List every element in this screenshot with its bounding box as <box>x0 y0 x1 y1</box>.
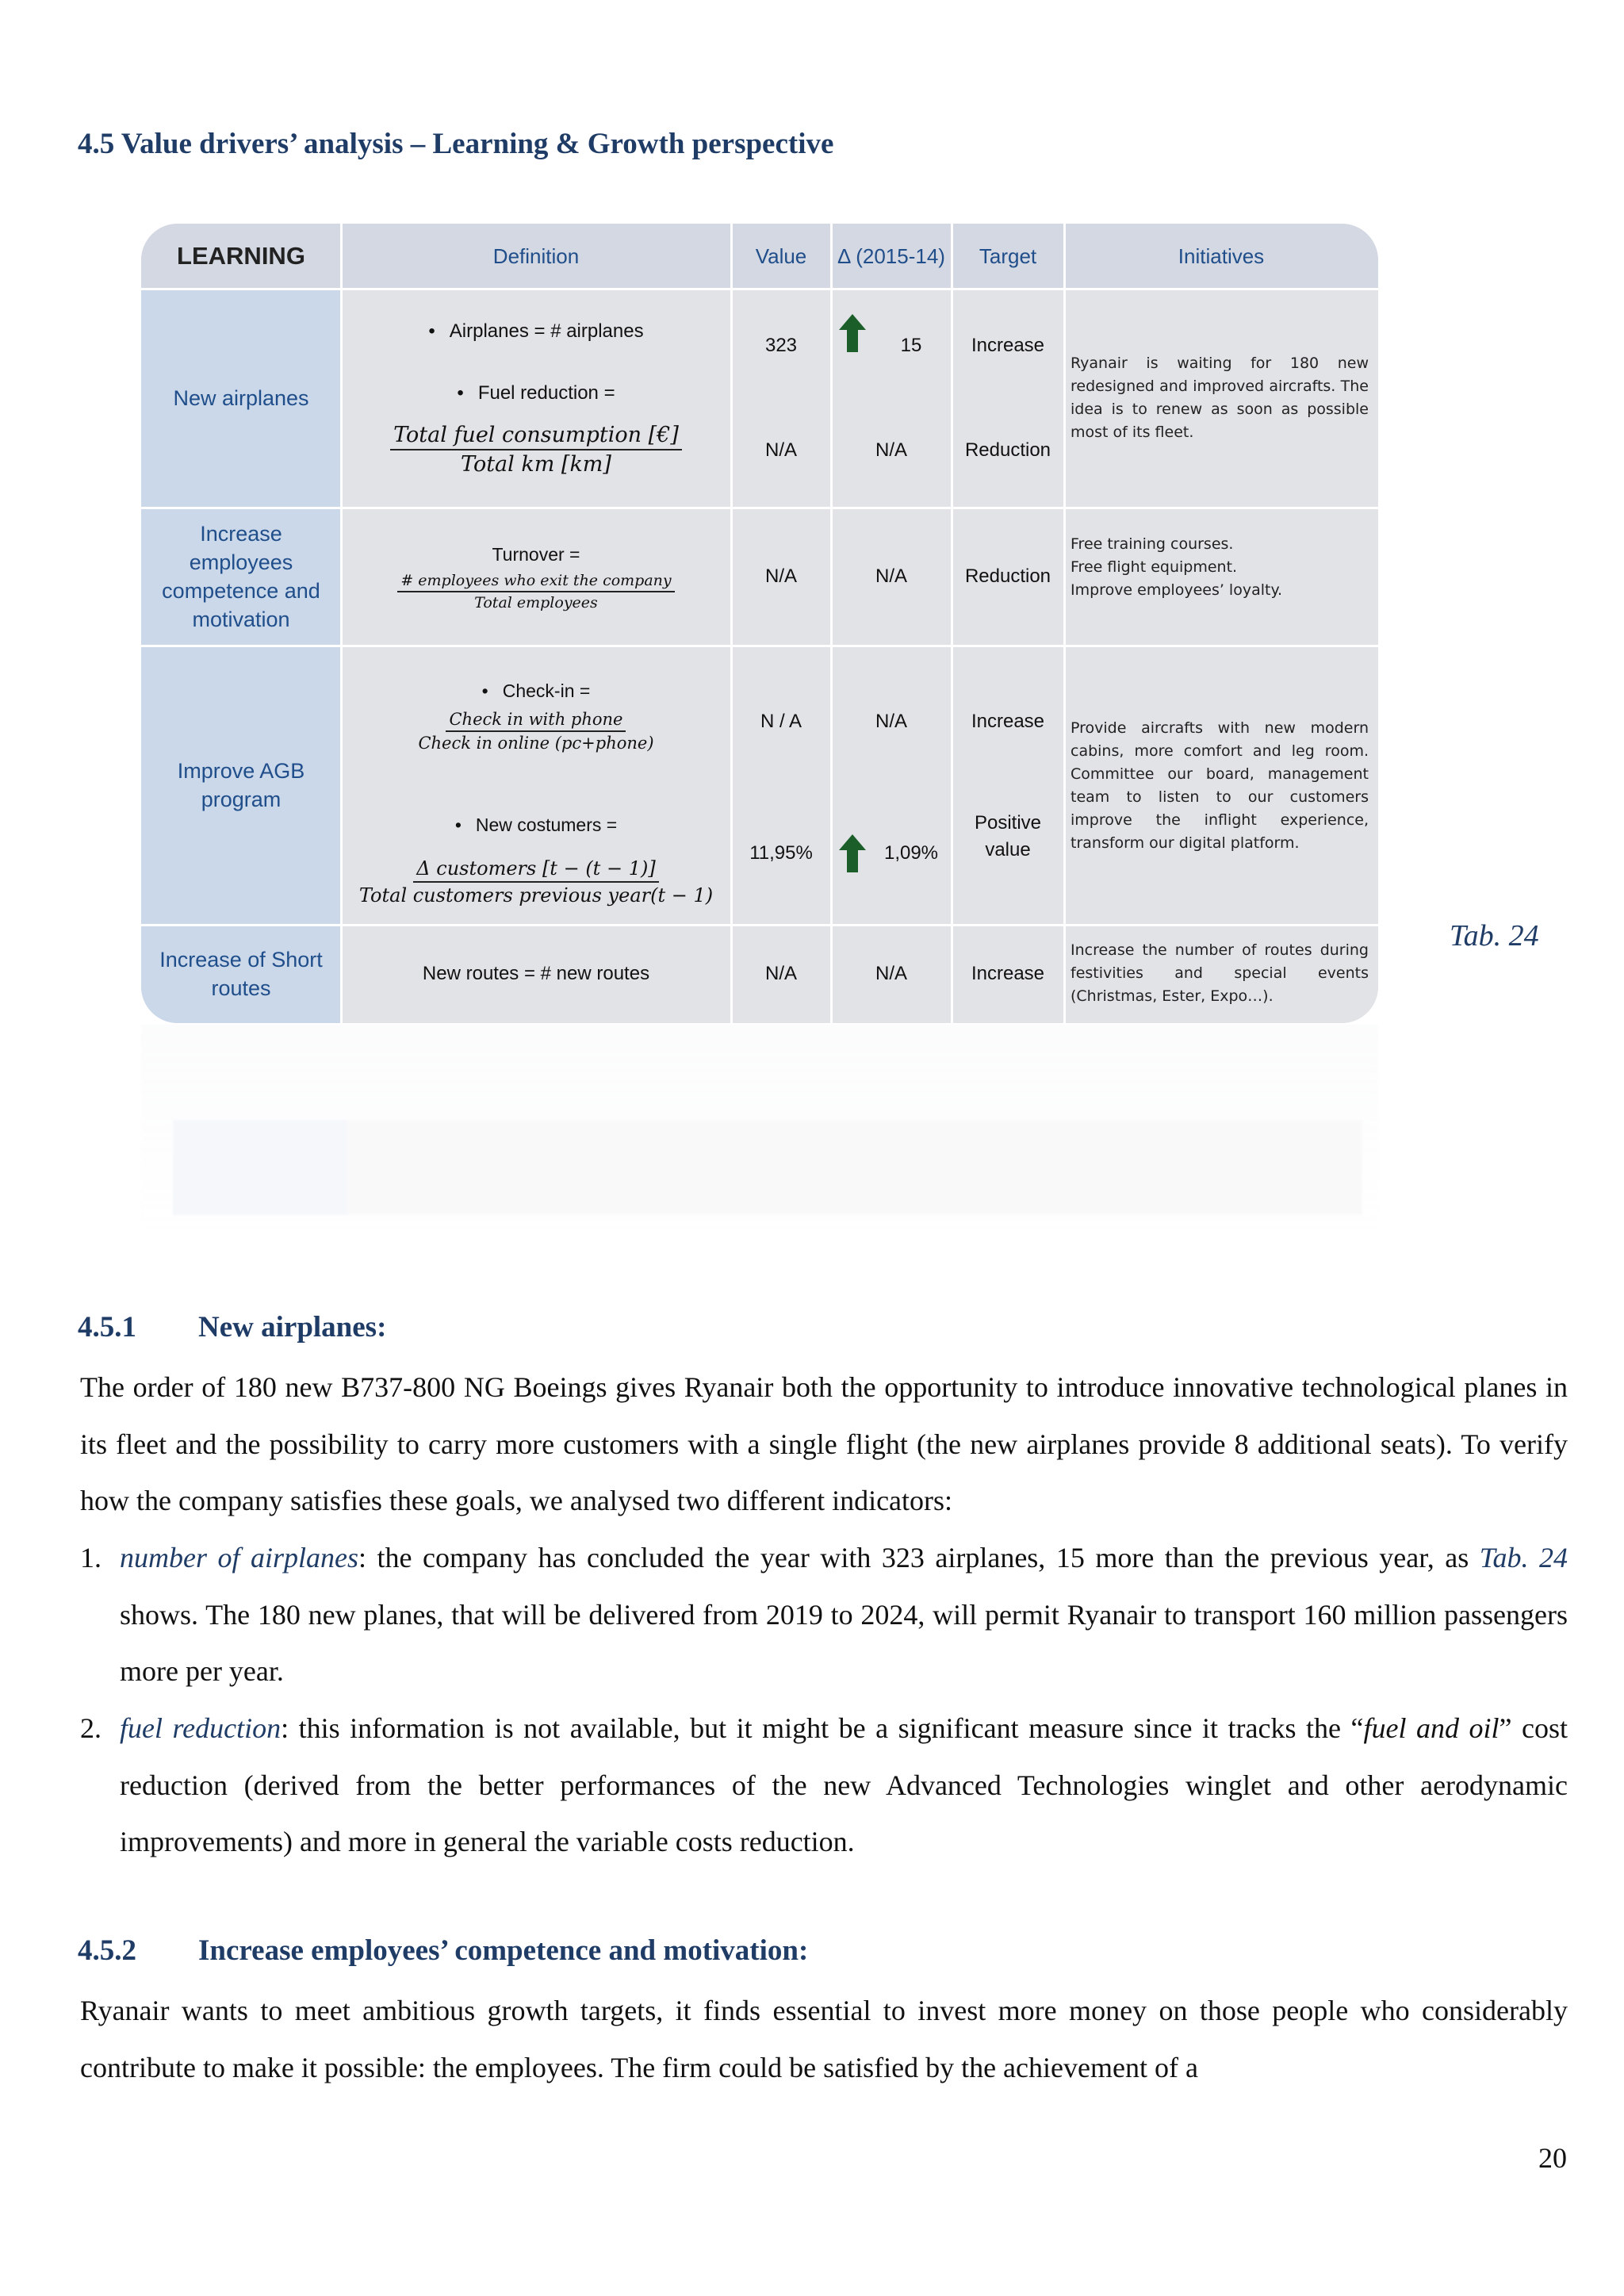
row-label-employees: Increase employees competence and motivation <box>141 508 341 646</box>
checkin-fraction: $\frac{\text{Check in with phone}}{\text{Check in online (pc+phone)}}$ <box>418 710 654 753</box>
header-value: Value <box>731 224 831 289</box>
initiatives-airplanes: Ryanair is waiting for 180 new redesigned and improved aircrafts. The idea is to renew as soon as possible most of its fleet. <box>1071 355 1369 441</box>
subsection-heading-452: 4.5.2 Increase employees’ competence and motivation: <box>78 1934 809 1967</box>
customers-fraction: $\frac{\text{Δ customers [t − (t − 1)]}}{\text{Total customers previous year(t − 1)}}$ <box>358 857 714 907</box>
paragraph-employees: Ryanair wants to meet ambitious growth targets, it finds essential to invest more money on those people who considerably contribute to make it possible: the employees. The firm could be satisfied by the achievement of a <box>80 1995 1568 2083</box>
section-heading: 4.5 Value drivers’ analysis – Learning & Growth perspective <box>78 128 834 160</box>
delta-turnover: N/A <box>875 565 907 587</box>
target-turnover: Reduction <box>964 565 1051 587</box>
table-reflection <box>141 1025 1378 1239</box>
initiatives-routes: Increase the number of routes during festivities and special events (Christmas, Ester, Expo…). <box>1071 941 1369 1005</box>
def-new-routes: New routes = # new routes <box>422 963 650 984</box>
up-arrow-icon <box>839 834 866 872</box>
fuel-fraction: $\frac{\text{Total fuel consumption [€]}}{\text{Total km [km]}}$ <box>341 414 731 485</box>
def-checkin: • Check-in = <box>481 680 591 701</box>
delta-airplanes: 15 <box>900 335 922 356</box>
target-fuel: Reduction <box>964 439 1051 461</box>
turnover-fraction: $\frac{\text{\# employees who exit the company}}{\text{Total employees}}$ <box>341 566 731 617</box>
list-item-fuel: 2. fuel reduction: this information is not available, but it might be a significant measure since it tracks the “fuel and oil” cost reduction (derived from the better performances of the new Advanced Technologies winglet and other aerodynamic improvements) and more in general the variable costs reduction. <box>80 1712 1568 1857</box>
row-label-agb: Improve AGB program <box>141 646 341 925</box>
table-caption: Tab. 24 <box>1450 919 1539 953</box>
row-label-short-routes: Increase of Short routes <box>141 925 341 1023</box>
target-routes: Increase <box>971 963 1045 984</box>
initiatives-employees: Free training courses. Free flight equipment. Improve employees’ loyalty. <box>1071 535 1283 599</box>
value-checkin: N / A <box>760 711 802 732</box>
value-fuel: N/A <box>764 439 797 461</box>
header-definition: Definition <box>341 224 731 289</box>
target-checkin: Increase <box>971 711 1045 732</box>
list-item-airplanes: 1. number of airplanes: the company has concluded the year with 323 airplanes, 15 more than the previous year, as Tab. 24 shows. The 180 new planes, that will be delivered from 2019 to 2024, will permit Ryanair to transport 160 million passengers more per year. <box>80 1542 1568 1687</box>
learning-growth-table <box>141 224 1378 1023</box>
def-fuel-reduction: • Fuel reduction = <box>457 382 615 404</box>
delta-routes: N/A <box>875 963 907 984</box>
def-new-customers: • New costumers = <box>454 814 618 835</box>
def-airplanes: • Airplanes = # airplanes <box>428 320 644 342</box>
value-turnover: N/A <box>764 565 797 587</box>
header-initiatives: Initiatives <box>1064 224 1378 289</box>
initiatives-agb: Provide aircrafts with new modern cabins, more comfort and leg room. Committee our board, management team to listen to our customers improve the inflight experience, transform our digital platform. <box>1071 719 1369 852</box>
target-airplanes: Increase <box>971 335 1045 356</box>
subsection-heading-451: 4.5.1 New airplanes: <box>78 1311 387 1343</box>
paragraph-intro: The order of 180 new B737-800 NG Boeings gives Ryanair both the opportunity to introduce innovative technological planes in its fleet and the possibility to carry more customers with a single flight (the new airplanes provide 8 additional seats). To verify how the company satisfies these goals, we analysed two different indicators: <box>80 1371 1568 1516</box>
up-arrow-icon <box>839 314 866 352</box>
page-number: 20 <box>1538 2142 1567 2174</box>
header-learning: LEARNING <box>141 224 341 289</box>
row-label-new-airplanes: New airplanes <box>141 289 341 508</box>
header-delta: Δ (2015-14) <box>831 224 952 289</box>
delta-new-customers: 1,09% <box>883 842 939 864</box>
def-turnover: Turnover = <box>492 543 580 565</box>
value-routes: N/A <box>764 963 797 984</box>
delta-fuel: N/A <box>875 439 907 461</box>
delta-checkin: N/A <box>875 711 907 732</box>
target-new-customers: Positive value <box>974 812 1042 861</box>
value-new-customers: 11,95% <box>749 842 813 864</box>
value-airplanes: 323 <box>764 335 798 356</box>
header-target: Target <box>952 224 1064 289</box>
